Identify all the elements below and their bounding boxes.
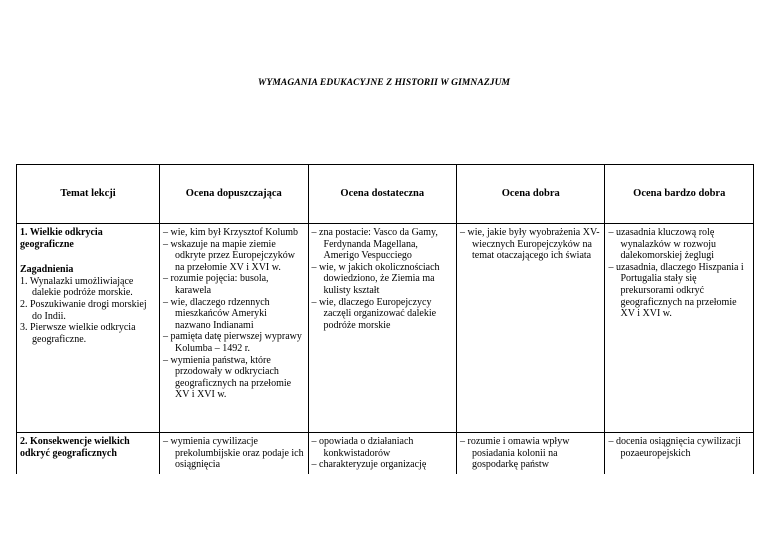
topic-title: 2. Konsekwencje wielkich odkryć geograficznych: [20, 436, 130, 459]
list-item: – opowiada o działaniach konkwistadorów: [311, 436, 414, 459]
list-item: 2. Poszukiwanie drogi morskiej do Indii.: [20, 298, 147, 322]
grade-sufficient-cell: [160, 224, 308, 433]
list-item: – wie, w jakich okolicznościach dowiedziono, że Ziemia ma kulisty kształt: [311, 261, 440, 296]
header-grade-satisfactory: Ocena dostateczna: [308, 165, 456, 224]
table-row: [17, 433, 754, 475]
topic-cell: [17, 224, 160, 433]
table-row: [17, 224, 754, 433]
topic-items: [20, 276, 156, 346]
list-item: – wskazuje na mapie ziemie odkryte przez Europejczyków na przełomie XV i XVI w.: [163, 238, 295, 273]
list-item: 3. Pierwsze wielkie odkrycia geograficzne.: [20, 322, 136, 345]
table-header-row: [17, 165, 754, 224]
topic-title: 1. Wielkie odkrycia geograficzne: [20, 227, 103, 250]
list-item: – rozumie i omawia wpływ posiadania kolonii na gospodarkę państw: [460, 436, 570, 471]
topic-subheading: Zagadnienia: [20, 264, 74, 276]
list-item: – rozumie pojęcia: busola, karawela: [163, 273, 269, 296]
list-item: – pamięta datę pierwszej wyprawy Kolumba – 1492 r.: [163, 331, 302, 354]
grade-very-good-cell: [605, 224, 754, 433]
grade-good-cell: [457, 224, 605, 433]
list-item: – wymienia państwa, które przodowały w odkryciach geograficznych na przełomie XV i XVI w.: [163, 354, 292, 401]
grade-very-good-cell: [605, 433, 754, 475]
grade-satisfactory-cell: [308, 224, 456, 433]
list-item: – zna postacie: Vasco da Gamy, Ferdynanda Magellana, Amerigo Vespucciego: [311, 227, 438, 262]
list-item: – wymienia cywilizacje prekolumbijskie oraz podaje ich osiągnięcia: [163, 436, 304, 471]
header-grade-good: Ocena dobra: [457, 165, 605, 224]
document-title: WYMAGANIA EDUKACYJNE Z HISTORII W GIMNAZJUM: [257, 78, 511, 88]
grade-sufficient-cell: [160, 433, 308, 475]
list-item: – uzasadnia kluczową rolę wynalazków w rozwoju dalekomorskiej żeglugi: [608, 227, 717, 262]
list-item: – docenia osiągnięcia cywilizacji pozaeuropejskich: [608, 436, 741, 459]
list-item: – uzasadnia, dlaczego Hiszpania i Portugalia stały się prekursorami odkryć geograficznych na przełomie XV i XVI w.: [608, 261, 744, 320]
list-item: – wie, dlaczego rdzennych mieszkańców Ameryki nazwano Indianami: [163, 296, 270, 331]
list-item: 1. Wynalazki umożliwiające dalekie podróże morskie.: [20, 275, 134, 299]
topic-cell: [17, 433, 160, 475]
header-grade-very-good: Ocena bardzo dobra: [605, 165, 754, 224]
requirements-table: [16, 164, 754, 474]
grade-satisfactory-cell: [308, 433, 456, 475]
grade-good-cell: [457, 433, 605, 475]
header-grade-sufficient: Ocena dopuszczająca: [160, 165, 308, 224]
list-item: – wie, dlaczego Europejczycy zaczęli organizować dalekie podróże morskie: [311, 296, 437, 331]
header-topic: Temat lekcji: [17, 165, 160, 224]
list-item: – charakteryzuje organizację: [311, 459, 427, 471]
list-item: – wie, kim był Krzysztof Kolumb: [163, 227, 299, 238]
list-item: – wie, jakie były wyobrażenia XV-wiecznych Europejczyków na temat otaczającego ich świata: [460, 227, 600, 262]
